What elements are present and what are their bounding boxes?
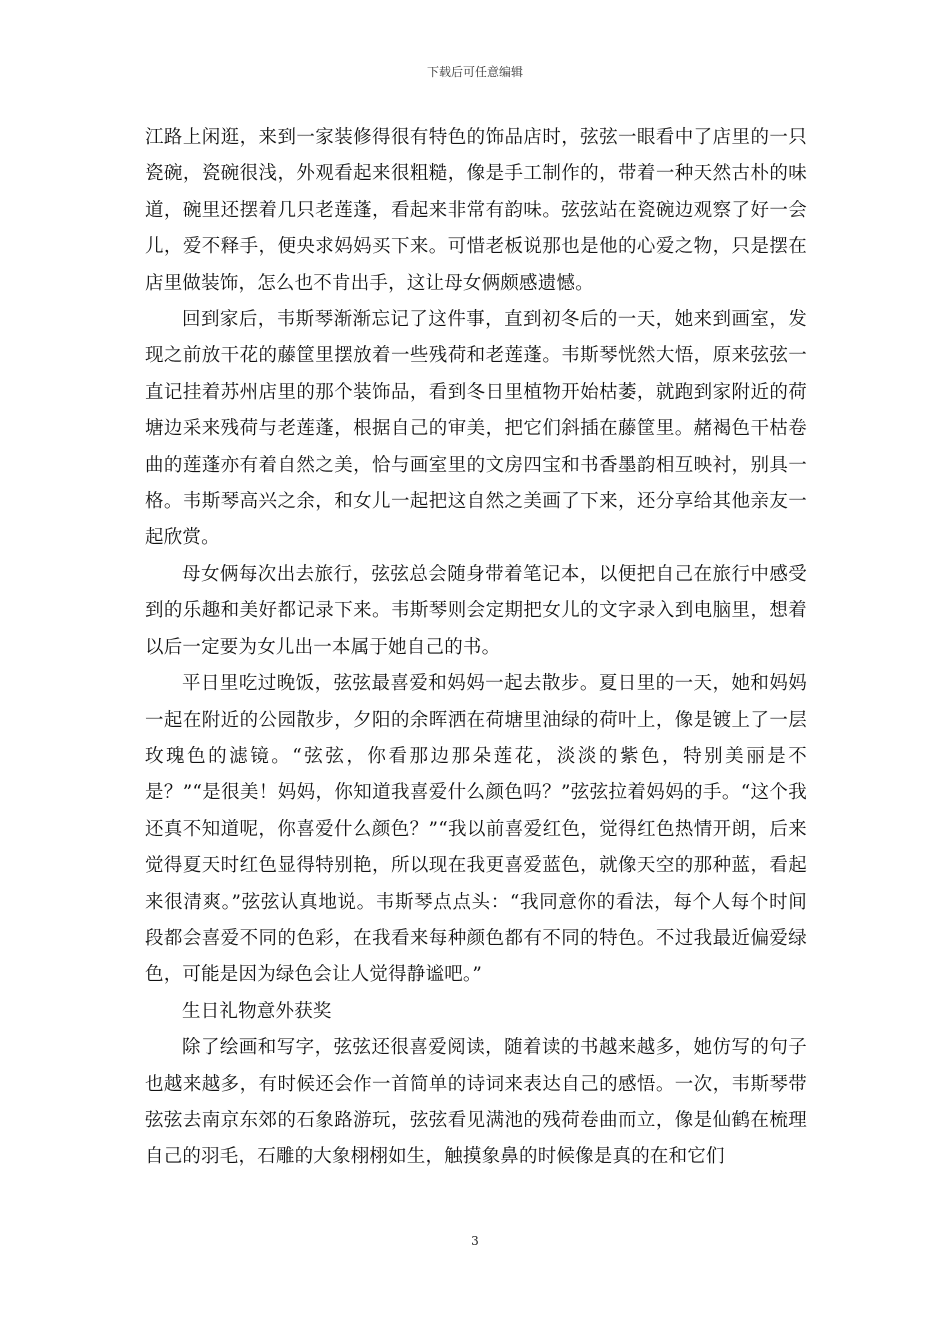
page-header: 下载后可任意编辑 (426, 65, 523, 79)
section-heading: 生日礼物意外获奖 (182, 1000, 332, 1022)
paragraph-4: 平日里吃过晚饭，弦弦最喜爱和妈妈一起去散步。夏日里的一天，她和妈妈一起在附近的公园散步，夕阳的余晖洒在荷塘里油绿的荷叶上，像是镀上了一层玫瑰色的滤镜。“弦弦，你看那边那朵莲花，淡淡的紫色，特别美丽是不是？”“是很美！妈妈，你知道我喜爱什么颜色吗？”弦弦拉着妈妈的手。“这个我还真不知道呢，你喜爱什么颜色？”“我以前喜爱红色，觉得红色热情开朗，后来觉得夏天时红色显得特别艳，所以现在我更喜爱蓝色，就像天空的那种蓝，看起来很清爽。”弦弦认真地说。韦斯琴点点头：“我同意你的看法，每个人每个时间段都会喜爱不同的色彩，在我看来每种颜色都有不同的特色。不过我最近偏爱绿色，可能是因为绿色会让人觉得静谧吧。” (145, 673, 807, 986)
paragraph-2: 回到家后，韦斯琴渐渐忘记了这件事，直到初冬后的一天，她来到画室，发现之前放干花的藤筐里摆放着一些残荷和老莲蓬。韦斯琴恍然大悟，原来弦弦一直记挂着苏州店里的那个装饰品，看到冬日里植物开始枯萎，就跑到家附近的荷塘边采来残荷与老莲蓬，根据自己的审美，把它们斜插在藤筐里。赭褐色干枯卷曲的莲蓬亦有着自然之美，恰与画室里的文房四宝和书香墨韵相互映衬，别具一格。韦斯琴高兴之余，和女儿一起把这自然之美画了下来，还分享给其他亲友一起欣赏。 (145, 309, 807, 549)
paragraph-1: 江路上闲逛，来到一家装修得很有特色的饰品店时，弦弦一眼看中了店里的一只瓷碗，瓷碗很浅，外观看起来很粗糙，像是手工制作的，带着一种天然古朴的味道，碗里还摆着几只老莲蓬，看起来非常有韵味。弦弦站在瓷碗边观察了好一会儿，爱不释手，便央求妈妈买下来。可惜老板说那也是他的心爱之物，只是摆在店里做装饰，怎么也不肯出手，这让母女俩颇感遗憾。 (145, 127, 807, 294)
paragraph-3: 母女俩每次出去旅行，弦弦总会随身带着笔记本，以便把自己在旅行中感受到的乐趣和美好都记录下来。韦斯琴则会定期把女儿的文字录入到电脑里，想着以后一定要为女儿出一本属于她自己的书。 (145, 563, 807, 658)
paragraph-5: 除了绘画和写字，弦弦还很喜爱阅读，随着读的书越来越多，她仿写的句子也越来越多，有时候还会作一首简单的诗词来表达自己的感悟。一次，韦斯琴带弦弦去南京东郊的石象路游玩，弦弦看见满池的残荷卷曲而立，像是仙鹤在梳理自己的羽毛，石雕的大象栩栩如生，触摸象鼻的时候像是真的在和它们 (145, 1037, 807, 1168)
document-body (145, 120, 807, 1176)
page-number: 3 (471, 1234, 479, 1248)
